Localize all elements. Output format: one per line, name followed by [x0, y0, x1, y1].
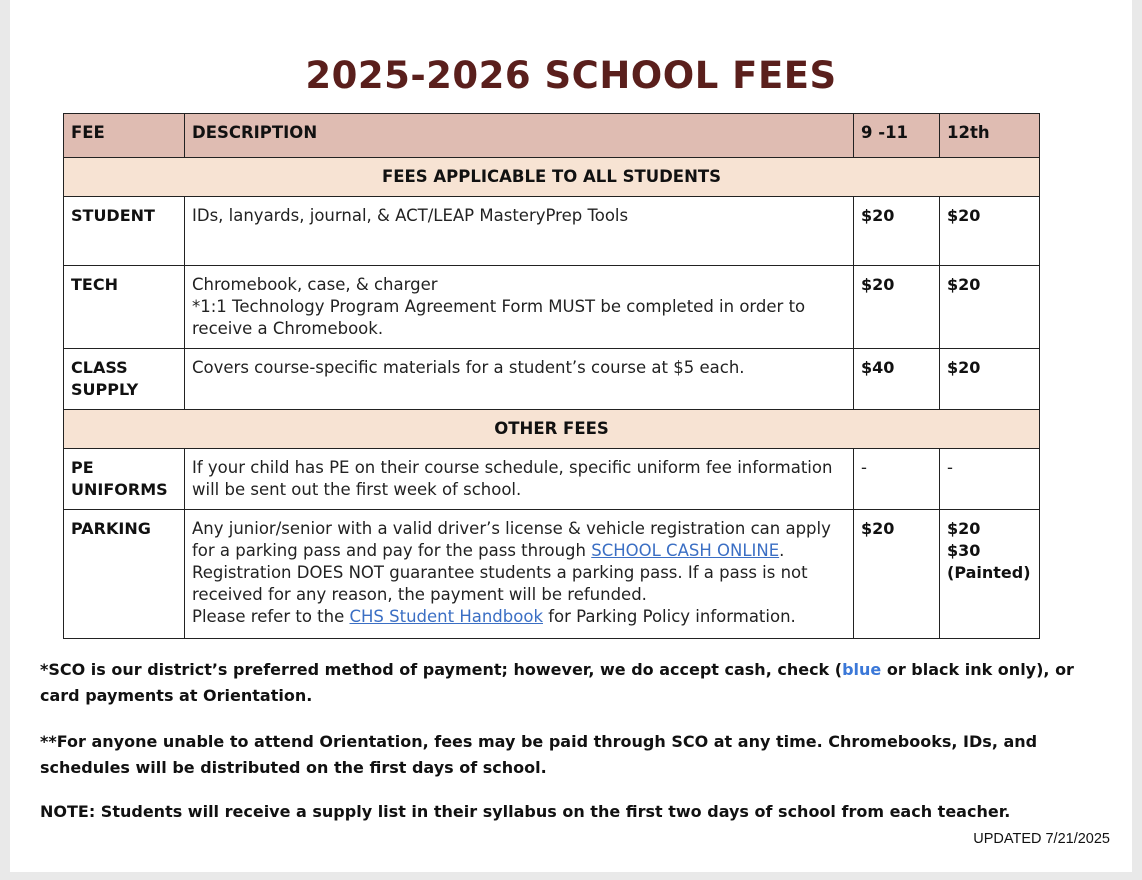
header-grades-9-11: 9 -11 — [854, 114, 940, 158]
note-text: *SCO is our district’s preferred method of payment; however, we do accept cash, check ( — [40, 660, 843, 679]
section-label: OTHER FEES — [64, 410, 1040, 449]
orientation-note: **For anyone unable to attend Orientation, fees may be paid through SCO at any time. Chromebooks, IDs, and schedules will be distributed on the first days of school. — [40, 732, 1038, 777]
page-title: 2025-2026 SCHOOL FEES — [305, 54, 837, 97]
fee-description: If your child has PE on their course schedule, specific uniform fee information will be sent out the first week of school. — [185, 449, 854, 510]
fee-name: TECH — [64, 266, 185, 349]
fee-name — [64, 349, 185, 410]
desc-note: *1:1 Technology Program Agreement Form MUST be completed in order to receive a Chromebook. — [192, 297, 806, 338]
fee-description — [185, 510, 854, 639]
desc-text: Please refer to the — [192, 607, 350, 626]
header-description: DESCRIPTION — [185, 114, 854, 158]
fee-description: IDs, lanyards, journal, & ACT/LEAP MasteryPrep Tools — [185, 197, 854, 266]
table-row-tech — [64, 266, 1040, 349]
fee-description: Covers course-specific materials for a student’s course at $5 each. — [185, 349, 854, 410]
table-row-student — [64, 197, 1040, 266]
section-row-other-fees — [64, 410, 1040, 449]
desc-text: Any junior/senior with a valid driver’s license & vehicle registration can apply for a parking pass and pay for the pass through — [192, 519, 831, 560]
price-grade-12: - — [940, 449, 1040, 510]
fee-name-line: SUPPLY — [71, 380, 139, 399]
price-grade-12: $20 — [940, 349, 1040, 410]
fee-name-line: CLASS — [71, 358, 128, 377]
note-text: or black ink only), or card payments at Orientation. — [40, 660, 1074, 705]
table-header-row — [64, 114, 1040, 158]
desc-line: Chromebook, case, & charger — [192, 275, 438, 294]
table-row-pe-uniforms — [64, 449, 1040, 510]
price-line: (Painted) — [947, 563, 1031, 582]
section-row-all-students — [64, 158, 1040, 197]
price-line: $30 — [947, 541, 981, 560]
header-fee: FEE — [64, 114, 185, 158]
payment-note — [40, 657, 1100, 709]
fees-table — [63, 113, 1040, 639]
fee-name: PARKING — [64, 510, 185, 639]
chs-student-handbook-link[interactable]: CHS Student Handbook — [349, 607, 543, 626]
table-row-parking — [64, 510, 1040, 639]
price-grade-12: $20 — [940, 197, 1040, 266]
price-grades-9-11: $40 — [854, 349, 940, 410]
fee-description — [185, 266, 854, 349]
fee-name-line: UNIFORMS — [71, 480, 168, 499]
table-row-class-supply — [64, 349, 1040, 410]
updated-date: UPDATED 7/21/2025 — [973, 831, 1110, 847]
section-label: FEES APPLICABLE TO ALL STUDENTS — [64, 158, 1040, 197]
price-grades-9-11: $20 — [854, 266, 940, 349]
desc-text: . Registration DOES NOT guarantee students a parking pass. If a pass is not received for any reason, the payment will be refunded. — [192, 541, 808, 604]
note-blue-word: blue — [842, 660, 882, 679]
price-grades-9-11: - — [854, 449, 940, 510]
fee-name-line: PE — [71, 458, 94, 477]
header-grade-12: 12th — [940, 114, 1040, 158]
price-line: $20 — [947, 519, 981, 538]
desc-text: for Parking Policy information. — [543, 607, 796, 626]
price-grade-12: $20 — [940, 266, 1040, 349]
price-grades-9-11: $20 — [854, 197, 940, 266]
price-grades-9-11: $20 — [854, 510, 940, 639]
supply-list-note: NOTE: Students will receive a supply list in their syllabus on the first two days of school from each teacher. — [40, 802, 1011, 821]
fee-name — [64, 449, 185, 510]
price-grade-12 — [940, 510, 1040, 639]
school-cash-online-link[interactable]: SCHOOL CASH ONLINE — [591, 541, 780, 560]
fee-name: STUDENT — [64, 197, 185, 266]
